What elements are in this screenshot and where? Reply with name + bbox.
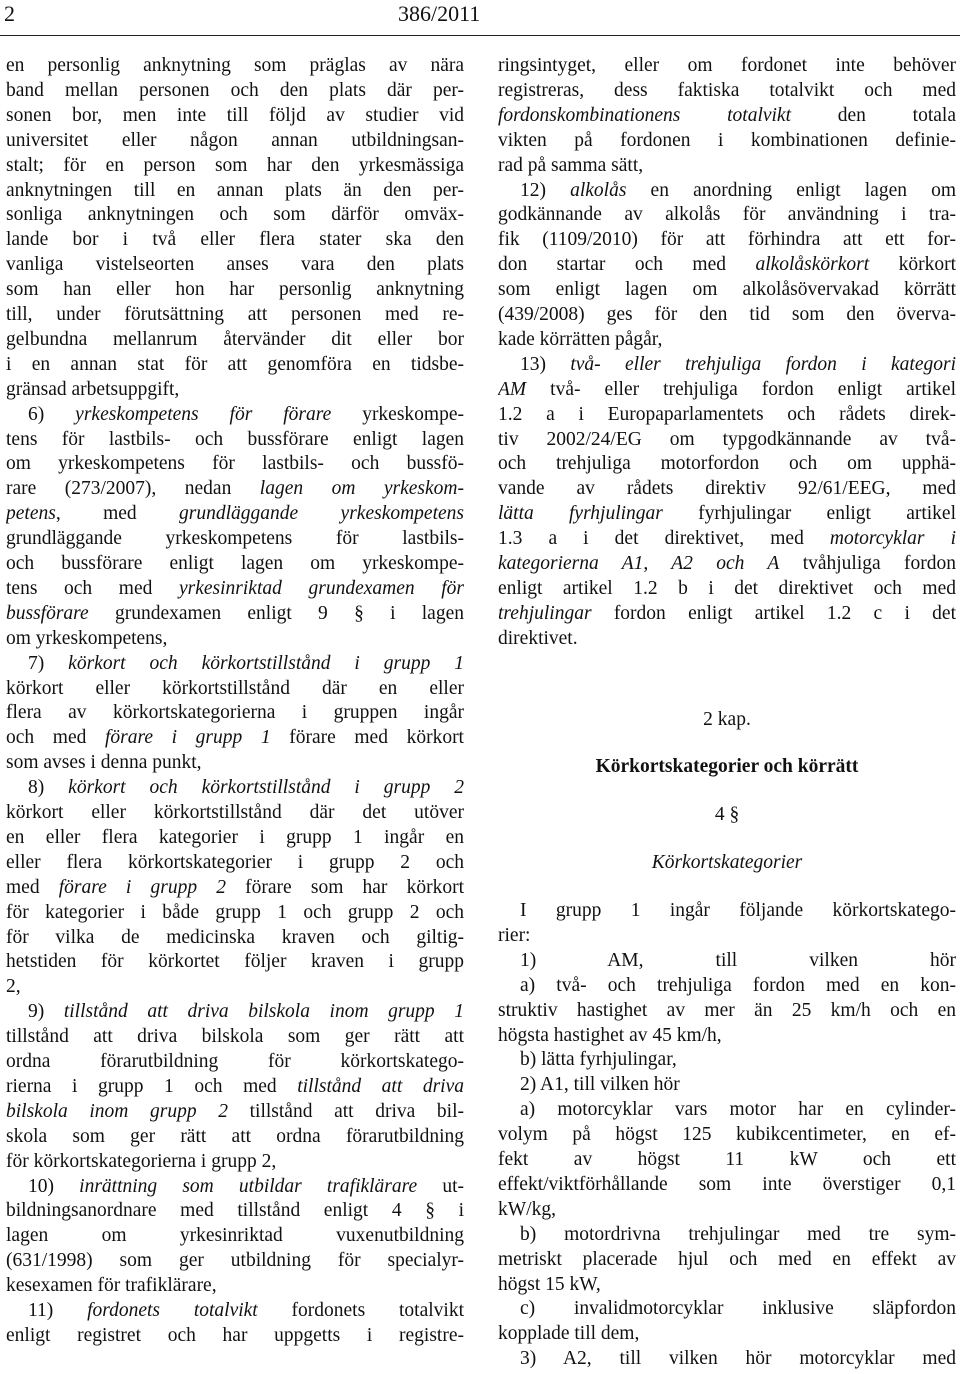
text-line (6, 1025, 464, 1049)
text-run: en eller flera kategorier i grupp 1 ingår en (6, 826, 464, 848)
text-line (498, 403, 956, 427)
text-run: bildningsanordnare med tillstånd enligt 4 § i (6, 1200, 464, 1222)
text-run: 2, (6, 976, 21, 998)
text-run: fordonets totalvikt (257, 1300, 464, 1321)
text-run: tiv 2002/24/EG om typgodkännande av två- (498, 428, 956, 450)
text-line (498, 203, 956, 227)
text-run: fekt av högst 11 kW och ett (498, 1149, 956, 1170)
text-run: enligt artikel 1.2 b i det direktivet och med (498, 577, 956, 599)
text-run: högst 15 kW, (498, 1273, 601, 1295)
text-run: och med (6, 727, 105, 749)
text-run: förare som har körkort (226, 876, 464, 898)
text-line (520, 1297, 956, 1321)
text-run: c) invalidmotorcyklar inklusive släpfordon (520, 1298, 956, 1320)
text-line (498, 378, 956, 402)
text-run: 13) (520, 353, 571, 375)
header-rule (0, 35, 960, 36)
italic-term: bilskola inom grupp 2 (6, 1100, 228, 1122)
text-run: I grupp 1 ingår följande körkortskatego- (520, 900, 956, 921)
text-line (520, 1048, 956, 1072)
text-run: registreras, dess faktiska totalvikt och med (498, 79, 956, 101)
text-run: struktiv hastighet av mer än 25 km/h och en (498, 999, 956, 1021)
text-line (498, 54, 956, 78)
text-line (6, 527, 464, 551)
text-line (6, 677, 464, 701)
text-run: som enligt lagen om alkolåsövervakad körrätt (498, 279, 956, 301)
text-run: 2) A1, till vilken hör (520, 1074, 680, 1096)
text-run: en personlig anknytning som präglas av nära (6, 55, 464, 76)
text-run: 1) AM, till vilken hör (520, 949, 956, 971)
text-line (28, 403, 464, 427)
text-line (6, 1324, 464, 1348)
text-line (6, 726, 464, 750)
text-run: en anordning enligt lagen om (626, 179, 956, 201)
text-line (28, 652, 464, 676)
text-run: med (6, 876, 59, 898)
text-run: gelbundna mellanrum återvänder dit eller bor (6, 328, 464, 350)
text-run: anknytningen till en annan plats än den per- (6, 179, 464, 201)
text-run: kW/kg, (498, 1198, 556, 1220)
text-run: effekt/viktförhållande som inte överstiger 0,1 (498, 1173, 956, 1195)
text-line (498, 253, 956, 277)
text-run: rier: (498, 924, 531, 946)
text-line (498, 627, 956, 651)
italic-term: trehjulingar (498, 602, 592, 624)
text-run: vikten på fordonen i kombinationen definie- (498, 129, 956, 151)
section-label: 4 § (714, 804, 740, 825)
text-line (498, 1273, 956, 1297)
italic-term: fordonets totalvikt (87, 1300, 258, 1321)
text-run: fordon enligt artikel 1.2 c i det (591, 602, 956, 624)
text-run: 7) (28, 652, 69, 674)
text-run: tens för lastbils- och bussförare enligt lagen (6, 428, 464, 450)
text-run: 1.3 a i det direktivet, med (498, 528, 830, 550)
text-line (498, 1024, 956, 1048)
text-line (520, 949, 956, 973)
text-line (498, 1322, 956, 1346)
text-line (520, 353, 956, 377)
text-line (6, 79, 464, 103)
text-run: grundläggande yrkeskompetens för lastbils- (6, 528, 464, 550)
text-line (6, 502, 464, 526)
italic-term: yrkesinriktad grundexamen för (178, 577, 464, 599)
text-line (6, 1100, 464, 1124)
text-run: i en annan stat för att genomföra en tidsbe- (6, 353, 464, 375)
text-run: ordna förarutbildning för körkortskatego- (6, 1051, 464, 1072)
text-run: vande av rådets direktiv 92/61/EEG, med (498, 478, 956, 500)
text-run: eller flera körkortskategorier i grupp 2 och (6, 851, 464, 873)
text-run: enligt registret och har uppgetts i registre- (6, 1324, 464, 1346)
text-line (498, 79, 956, 103)
text-line (520, 1347, 956, 1371)
text-line (498, 1248, 956, 1272)
text-line (498, 154, 956, 178)
text-line (6, 1249, 464, 1273)
text-run: (439/2008) ges för den tid som den överva- (498, 304, 956, 325)
text-line (498, 577, 956, 601)
text-run: gränsad arbetsuppgift, (6, 378, 180, 400)
text-line (6, 1199, 464, 1223)
text-run: ringsintyget, eller om fordonet inte behöver (498, 55, 956, 76)
text-run: 10) (28, 1175, 80, 1197)
text-line (6, 901, 464, 925)
text-run: den totala (791, 104, 956, 126)
text-line (498, 228, 956, 252)
text-run: (631/1998) som ger utbildning för specialyr- (6, 1250, 464, 1272)
text-line (28, 1175, 464, 1199)
text-line (6, 851, 464, 875)
text-line (28, 776, 464, 800)
text-line (6, 926, 464, 950)
text-line (6, 428, 464, 452)
text-line (498, 602, 956, 626)
text-run: a) två- och trehjuliga fordon med en kon- (520, 974, 956, 996)
text-line (6, 452, 464, 476)
text-line (6, 228, 464, 252)
text-line (6, 1125, 464, 1149)
section-title: Körkortskategorier (651, 852, 803, 873)
text-run: b) lätta fyrhjulingar, (520, 1049, 677, 1071)
text-line (6, 950, 464, 974)
text-run: 6) (28, 403, 76, 425)
text-line (6, 751, 464, 775)
text-run: körkort eller körkortstillstånd där en eller (6, 677, 464, 699)
text-run: don startar och med (498, 254, 756, 276)
text-line (498, 1173, 956, 1197)
italic-term: bussförare (6, 602, 89, 624)
text-line (6, 1075, 464, 1099)
text-run: kade körrätten pågår, (498, 328, 663, 350)
italic-term: tillstånd att driva bilskola inom grupp 1 (63, 1001, 464, 1023)
text-run: 1.2 a i Europaparlamentets och rådets direk- (498, 403, 956, 425)
italic-term: körkort och körkortstillstånd i grupp 2 (68, 777, 464, 799)
text-line (6, 129, 464, 153)
text-run: för körkortskategorierna i grupp 2, (6, 1150, 277, 1172)
text-run: grundexamen enligt 9 § i lagen (88, 602, 464, 624)
text-line (6, 876, 464, 900)
text-line (6, 1274, 464, 1298)
text-run: som avses i denna punkt, (6, 752, 202, 774)
text-line (520, 899, 956, 923)
text-line (498, 924, 956, 948)
text-line (498, 328, 956, 352)
text-line (6, 826, 464, 850)
text-run: band mellan personen och den plats där per- (6, 79, 464, 101)
text-run: rad på samma sätt, (498, 154, 644, 176)
text-run: stalt; för en person som har den yrkesmässiga (6, 154, 464, 176)
text-run: och bussförare enligt lagen om yrkeskompe- (6, 553, 464, 574)
text-line (498, 999, 956, 1023)
text-line (6, 602, 464, 626)
text-line (520, 1098, 956, 1122)
text-run: körkort (869, 254, 956, 276)
text-line (6, 477, 464, 501)
text-run: om yrkeskompetens för lastbils- och bussfö- (6, 453, 464, 475)
italic-term: inrättning som utbildar trafiklärare (79, 1175, 418, 1197)
text-line (6, 104, 464, 128)
text-run: förare med körkort (270, 727, 464, 749)
text-line (6, 1224, 464, 1248)
italic-term: tillstånd att driva (297, 1075, 464, 1097)
text-run: universitet eller någon annan utbildningsan- (6, 129, 464, 151)
italic-term: lätta fyrhjulingar (498, 503, 663, 525)
italic-term: grundläggande yrkeskompetens (179, 503, 464, 525)
text-run: tvåhjuliga fordon (779, 553, 956, 574)
text-run: tillstånd att driva bil- (228, 1100, 464, 1122)
italic-term: AM (498, 378, 527, 400)
italic-term: två- eller trehjuliga fordon i kategori (570, 353, 956, 375)
text-run: yrkeskompe- (331, 403, 464, 425)
text-line (6, 1150, 464, 1174)
text-line (498, 502, 956, 526)
text-run: skola som ger rätt att ordna förarutbildning (6, 1125, 464, 1147)
text-run: och trehjuliga motorfordon och om upphä- (498, 453, 956, 475)
text-run: för vilka de medicinska kraven och giltig- (6, 926, 464, 948)
text-run: fik (1109/2010) för att förhindra att ett for- (498, 229, 956, 251)
text-line (6, 303, 464, 327)
text-run: 3) A2, till vilken hör motorcyklar med (520, 1348, 956, 1370)
text-line (498, 129, 956, 153)
italic-term: petens (6, 503, 56, 525)
text-line (498, 1123, 956, 1147)
text-line (498, 552, 956, 576)
text-run: 12) (520, 179, 571, 201)
text-line (498, 452, 956, 476)
chapter-label: 2 kap. (703, 709, 751, 730)
text-run: högsta hastighet av 45 km/h, (498, 1024, 722, 1046)
text-line (498, 104, 956, 128)
text-line (6, 328, 464, 352)
text-line (6, 154, 464, 178)
text-line (6, 203, 464, 227)
text-run: rierna i grupp 1 och med (6, 1075, 298, 1097)
text-line (498, 477, 956, 501)
text-run: 11) (28, 1300, 88, 1321)
text-run: 9) (28, 1001, 64, 1023)
text-line (6, 701, 464, 725)
text-line (6, 801, 464, 825)
text-run: fyrhjulingar enligt artikel (662, 503, 956, 525)
text-line (6, 627, 464, 651)
text-line (6, 253, 464, 277)
italic-term: körkort och körkortstillstånd i grupp 1 (68, 652, 464, 674)
text-run: två- eller trehjuliga fordon enligt artikel (526, 378, 956, 400)
text-run: 8) (28, 777, 69, 799)
text-run: godkännande av alkolås för användning i tra- (498, 204, 956, 226)
text-line (520, 1073, 956, 1097)
text-run: vanliga vistelseorten anses vara den plats (6, 254, 464, 276)
text-line (6, 1050, 464, 1074)
text-line (498, 303, 956, 327)
text-line (520, 974, 956, 998)
text-line (6, 278, 464, 302)
text-line (498, 428, 956, 452)
chapter-title: Körkortskategorier och körrätt (595, 756, 859, 777)
italic-term: yrkeskompetens för förare (75, 403, 332, 425)
text-run: hetstiden för körkortet följer kraven i grupp (6, 951, 464, 973)
text-line (498, 278, 956, 302)
text-line (498, 1148, 956, 1172)
text-line (498, 527, 956, 551)
text-run: volym på högst 125 kubikcentimeter, en ef- (498, 1124, 956, 1146)
text-run: a) motorcyklar vars motor har en cylinder- (520, 1099, 956, 1121)
text-line (520, 1223, 956, 1247)
text-line (6, 378, 464, 402)
text-run: metriskt placerade hjul och med en effekt av (498, 1248, 956, 1270)
text-line (6, 353, 464, 377)
text-run: b) motordrivna trehjulingar med tre sym- (520, 1223, 956, 1245)
italic-term: förare i grupp 1 (104, 727, 271, 749)
text-line (6, 54, 464, 78)
text-run: rare (273/2007), nedan (6, 478, 260, 500)
text-run: sonen bor, men inte till följd av studier vid (6, 104, 464, 126)
italic-term: motorcyklar i (829, 528, 956, 550)
statute-number: 386/2011 (398, 1, 481, 26)
text-line (6, 552, 464, 576)
text-run: kesexamen för trafiklärare, (6, 1275, 217, 1297)
text-line (520, 179, 956, 203)
text-line (28, 1299, 464, 1323)
italic-term: kategorierna A1, A2 och A (498, 553, 780, 574)
text-run: , med (55, 503, 180, 525)
italic-term: alkolås (570, 179, 627, 201)
text-run: till, under förutsättning att personen med re- (6, 304, 464, 325)
text-run: som han eller hon har personlig anknytning (6, 279, 464, 301)
text-run: sonliga anknytningen och som därför omväx- (6, 204, 464, 226)
text-run: tens och med (6, 577, 179, 599)
text-run: för kategorier i både grupp 1 och grupp 2 och (6, 901, 464, 923)
text-run: kopplade till dem, (498, 1323, 640, 1345)
text-line (28, 1000, 464, 1024)
page-number: 2 (4, 1, 15, 26)
text-line (6, 577, 464, 601)
text-run: lagen om yrkesinriktad vuxenutbildning (6, 1225, 464, 1247)
italic-term: alkolåskörkort (755, 254, 870, 276)
text-run: körkort eller körkortstillstånd där det utöver (6, 802, 464, 823)
italic-term: lagen om yrkeskom- (259, 478, 464, 500)
text-line (6, 179, 464, 203)
italic-term: fordonskombinationens totalvikt (498, 104, 792, 126)
text-run: direktivet. (498, 627, 578, 649)
text-line (6, 975, 464, 999)
italic-term: förare i grupp 2 (58, 876, 226, 898)
text-run: lande bor i två eller flera stater ska den (6, 229, 464, 251)
text-run: om yrkeskompetens, (6, 627, 168, 649)
text-run: tillstånd att driva bilskola som ger rätt att (6, 1026, 464, 1048)
text-run: ut- (417, 1175, 464, 1197)
text-run: flera av körkortskategorierna i gruppen ingår (6, 702, 464, 724)
text-line (498, 1198, 956, 1222)
